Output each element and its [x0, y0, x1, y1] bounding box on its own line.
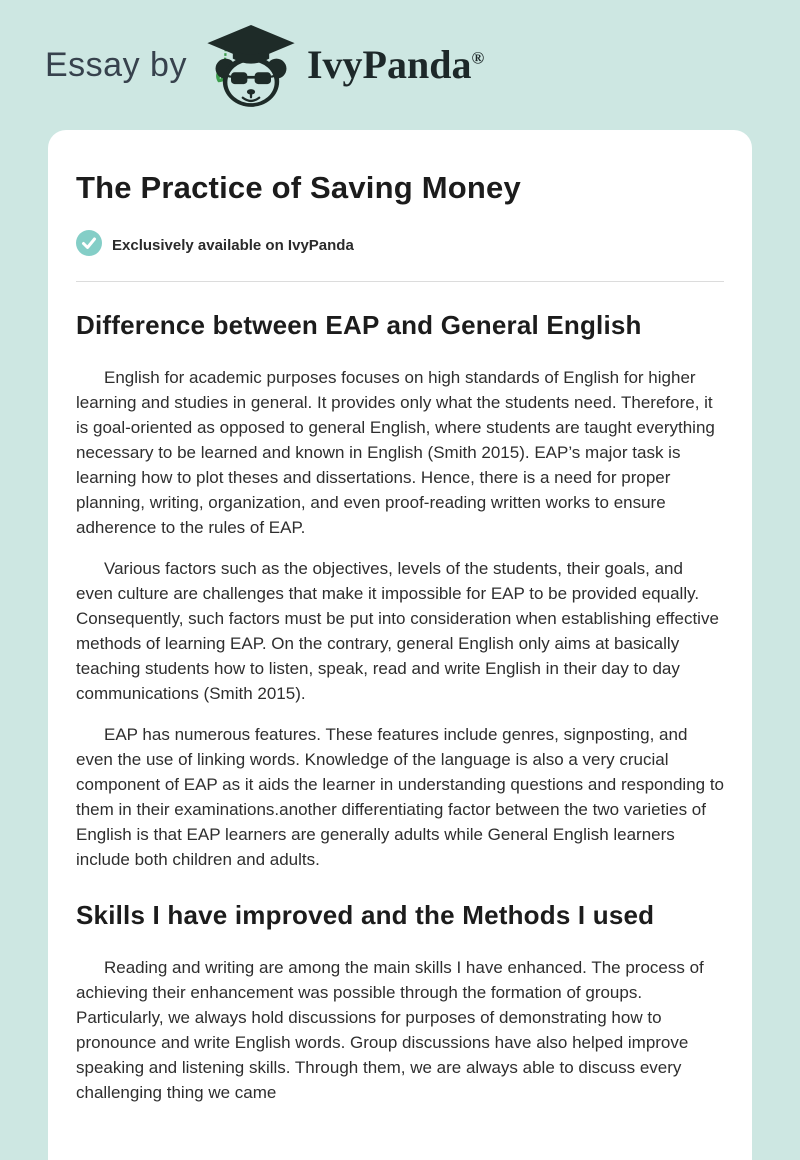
panda-graduate-icon	[201, 21, 301, 109]
registered-mark: ®	[471, 48, 485, 68]
essay-title: The Practice of Saving Money	[76, 170, 521, 205]
brand-wordmark: IvyPanda®	[306, 42, 485, 87]
essay-card	[48, 130, 752, 1160]
divider	[76, 281, 724, 282]
section-heading-skills-improved: Skills I have improved and the Methods I used	[76, 900, 655, 930]
essay-paragraph: Various factors such as the objectives, levels of the students, their goals, and even culture are challenges that make it impossible for EAP to be provided equally. Consequently, such factors must be put into consideration when establishing effective methods of learning EAP. On the contrary, general English only aims at basically teaching students how to listen, speak, read and write English in their day to day communications (Smith 2015).	[76, 559, 719, 703]
check-icon	[76, 230, 112, 261]
section-heading-eap-difference: Difference between EAP and General English	[76, 310, 642, 340]
badge-label: Exclusively available on IvyPanda	[112, 237, 354, 254]
ivypanda-logo-link[interactable]	[201, 21, 484, 109]
page-header	[0, 0, 800, 130]
essay-paragraph: EAP has numerous features. These features include genres, signposting, and even the use of linking words. Knowledge of the language is also a very crucial component of EAP as it aids the learner in understanding questions and responding to them in their examinations.another differentiating factor between the two varieties of English is that EAP learners are generally adults while General English learners include both children and adults.	[76, 725, 725, 869]
essay-by-label: Essay by	[45, 45, 187, 84]
essay-paragraph: English for academic purposes focuses on high standards of English for higher learning and studies in general. It provides only what the students need. Therefore, it is goal-oriented as opposed to general English, where students are taught everything necessary to be learned and known in English (Smith 2015). EAP’s major task is learning how to plot theses and dissertations. Hence, there is a need for proper planning, writing, organization, and even proof-reading written works to ensure adherence to the rules of EAP.	[76, 368, 715, 537]
exclusive-badge	[76, 230, 724, 261]
essay-paragraph: Reading and writing are among the main skills I have enhanced. The process of achieving their enhancement was possible through the formation of groups. Particularly, we always hold discussions for purposes of demonstrating how to pronounce and write English words. Group discussions have also helped improve speaking and listening skills. Through them, we are always able to discuss every challenging thing we came	[76, 958, 704, 1102]
